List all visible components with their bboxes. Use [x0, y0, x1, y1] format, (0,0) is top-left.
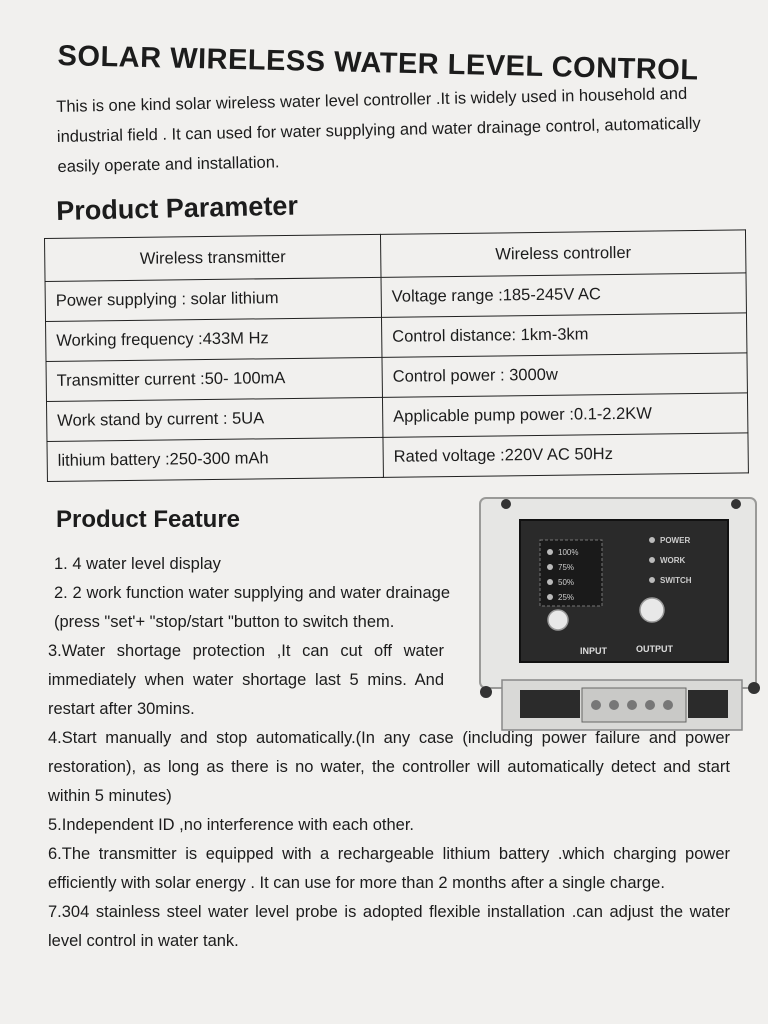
table-cell: Working frequency :433M Hz: [46, 317, 382, 361]
parameter-table: [44, 229, 749, 482]
intro-paragraph: This is one kind solar wireless water level controller .It is widely used in household and industrial field . It can used for water supplying and water drainage control, automatically easily operate and installation.: [56, 84, 701, 176]
table-cell: Power supplying : solar lithium: [45, 277, 381, 321]
power-led-icon: [649, 537, 655, 543]
feature-item: 4.Start manually and stop automatically.(In any case (including power failure and power restoration), as long as there is no water, the controller will automatically detect and start within 5 minutes): [48, 729, 730, 805]
feature-item: 6.The transmitter is equipped with a rechargeable lithium battery .which charging power efficiently with solar energy . It can use for more than 2 months after a single charge.: [48, 845, 730, 892]
feature-item: 2. 2 work function water supplying and water drainage (press "set'+ "stop/start "button to switch them.: [54, 584, 450, 631]
table-cell: Applicable pump power :0.1-2.2KW: [382, 393, 747, 437]
table-row: [47, 433, 748, 482]
table-cell: Rated voltage :220V AC 50Hz: [383, 433, 748, 477]
feature-item: 5.Independent ID ,no interference with each other.: [48, 816, 414, 834]
level-label: 25%: [558, 593, 575, 602]
feature-list: [48, 550, 730, 956]
table-cell: lithium battery :250-300 mAh: [47, 437, 383, 481]
table-header-transmitter: Wireless transmitter: [45, 234, 382, 281]
table-cell: Voltage range :185-245V AC: [381, 273, 746, 317]
table-cell: Control power : 3000w: [382, 353, 747, 397]
table-header-controller: Wireless controller: [380, 230, 745, 277]
feature-item: 1. 4 water level display: [54, 555, 221, 573]
screw-icon: [748, 682, 760, 694]
table-cell: Transmitter current :50- 100mA: [46, 357, 382, 401]
status-label: SWITCH: [660, 576, 692, 585]
feature-heading: Product Feature: [56, 506, 241, 533]
page-title: SOLAR WIRELESS WATER LEVEL CONTROL: [57, 40, 699, 87]
level-label: 50%: [558, 578, 575, 587]
status-label: WORK: [660, 556, 686, 565]
port-label: INPUT: [580, 646, 607, 656]
status-label: POWER: [660, 536, 691, 545]
feature-item: 7.304 stainless steel water level probe is adopted flexible installation .can adjust the water level control in water tank.: [48, 903, 730, 950]
table-cell: Control distance: 1km-3km: [381, 313, 746, 357]
feature-item: 3.Water shortage protection ,It can cut off water immediately when water shortage last 5 mins. And restart after 30mins.: [48, 642, 444, 718]
parameter-heading: Product Parameter: [56, 190, 299, 226]
level-label: 100%: [558, 548, 579, 557]
table-cell: Work stand by current : 5UA: [46, 397, 382, 441]
screw-icon: [501, 499, 511, 509]
screw-icon: [731, 499, 741, 509]
port-label: OUTPUT: [636, 644, 673, 654]
level-label: 75%: [558, 563, 575, 572]
